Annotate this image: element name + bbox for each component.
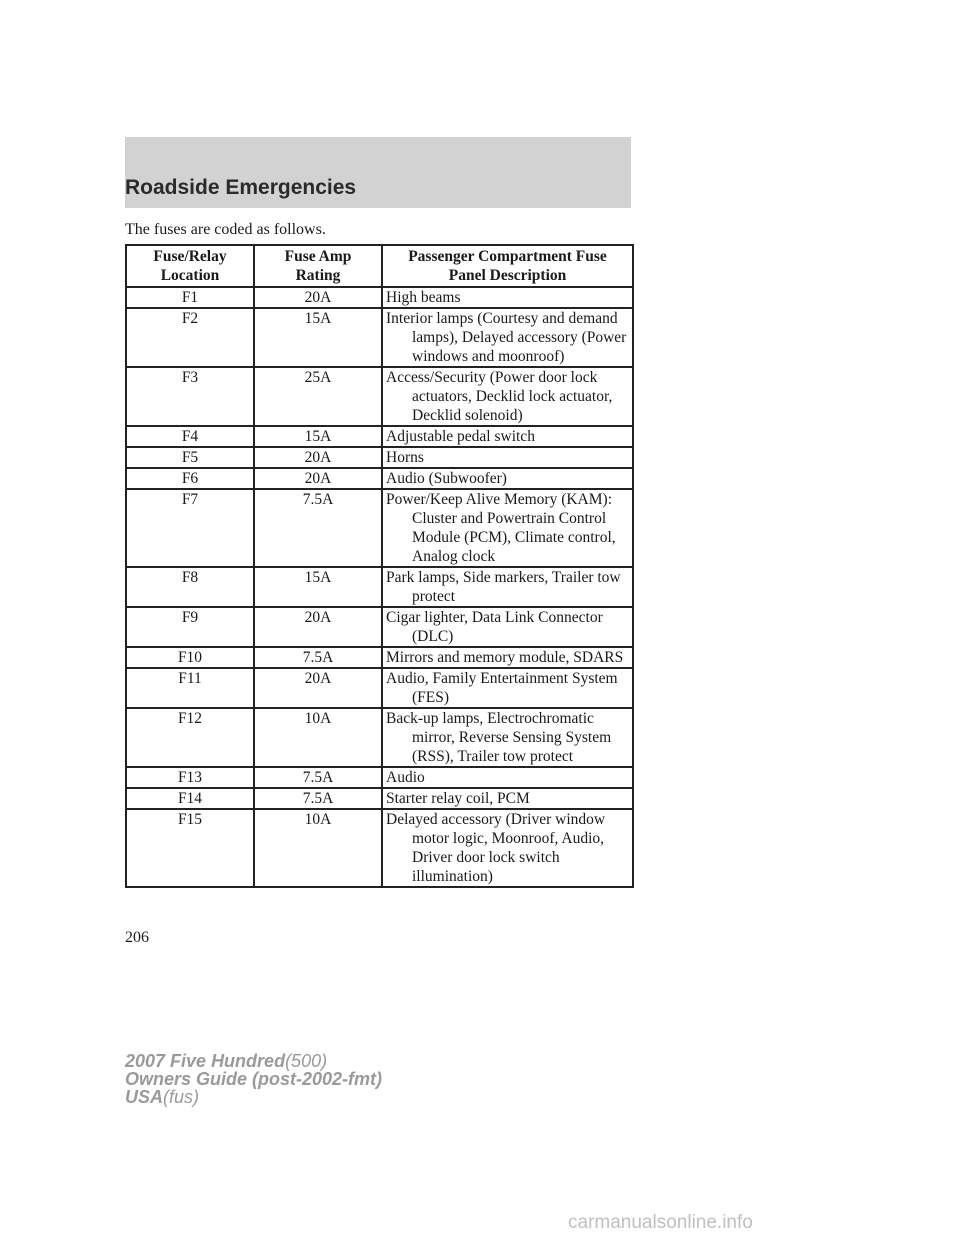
intro-text: The fuses are coded as follows. — [125, 221, 326, 238]
cell-location: F5 — [126, 447, 254, 468]
cell-description: Cigar lighter, Data Link Connector (DLC) — [382, 607, 633, 647]
table-header-row — [126, 245, 633, 287]
cell-rating: 15A — [254, 426, 382, 447]
table-row — [126, 708, 633, 767]
table-row — [126, 447, 633, 468]
cell-location: F8 — [126, 567, 254, 607]
cell-rating: 7.5A — [254, 647, 382, 668]
fuse-table-body — [126, 287, 633, 887]
cell-location: F10 — [126, 647, 254, 668]
cell-rating: 10A — [254, 809, 382, 887]
cell-description: Delayed accessory (Driver window motor logic, Moonroof, Audio, Driver door lock switch illumination) — [382, 809, 633, 887]
cell-location: F2 — [126, 308, 254, 367]
cell-location: F15 — [126, 809, 254, 887]
table-row — [126, 468, 633, 489]
cell-rating: 7.5A — [254, 788, 382, 809]
fuse-table — [125, 244, 634, 888]
cell-location: F7 — [126, 489, 254, 567]
cell-description: Park lamps, Side markers, Trailer tow protect — [382, 567, 633, 607]
cell-description: Audio (Subwoofer) — [382, 468, 633, 489]
cell-location: F6 — [126, 468, 254, 489]
cell-description: Power/Keep Alive Memory (KAM): Cluster and Powertrain Control Module (PCM), Climate control, Analog clock — [382, 489, 633, 567]
header-rating: Fuse Amp Rating — [254, 245, 382, 287]
table-row — [126, 489, 633, 567]
cell-location: F14 — [126, 788, 254, 809]
cell-rating: 15A — [254, 308, 382, 367]
cell-rating: 20A — [254, 287, 382, 308]
cell-rating: 7.5A — [254, 489, 382, 567]
table-row — [126, 426, 633, 447]
cell-rating: 20A — [254, 468, 382, 489]
cell-rating: 10A — [254, 708, 382, 767]
cell-rating: 20A — [254, 668, 382, 708]
cell-location: F3 — [126, 367, 254, 426]
footer-line-2: Owners Guide (post-2002-fmt) — [125, 1069, 383, 1089]
cell-location: F12 — [126, 708, 254, 767]
header-location: Fuse/Relay Location — [126, 245, 254, 287]
cell-description: Starter relay coil, PCM — [382, 788, 633, 809]
cell-description: Access/Security (Power door lock actuators, Decklid lock actuator, Decklid solenoid) — [382, 367, 633, 426]
cell-description: Adjustable pedal switch — [382, 426, 633, 447]
table-row — [126, 647, 633, 668]
cell-description: Back-up lamps, Electrochromatic mirror, Reverse Sensing System (RSS), Trailer tow protect — [382, 708, 633, 767]
cell-location: F13 — [126, 767, 254, 788]
cell-rating: 7.5A — [254, 767, 382, 788]
cell-location: F1 — [126, 287, 254, 308]
footer-line-1: 2007 Five Hundred(500) — [125, 1051, 328, 1071]
cell-rating: 20A — [254, 447, 382, 468]
watermark: carmanualsonline.info — [568, 1212, 753, 1233]
table-row — [126, 788, 633, 809]
table-row — [126, 367, 633, 426]
footer — [125, 1052, 382, 1106]
table-row — [126, 567, 633, 607]
cell-description: Interior lamps (Courtesy and demand lamps), Delayed accessory (Power windows and moonroof) — [382, 308, 633, 367]
cell-location: F11 — [126, 668, 254, 708]
page-number: 206 — [125, 929, 149, 946]
section-title: Roadside Emergencies — [125, 176, 357, 199]
footer-line-3: USA(fus) — [125, 1087, 200, 1107]
cell-rating: 15A — [254, 567, 382, 607]
cell-rating: 25A — [254, 367, 382, 426]
cell-description: Audio — [382, 767, 633, 788]
table-row — [126, 809, 633, 887]
cell-location: F9 — [126, 607, 254, 647]
table-row — [126, 308, 633, 367]
cell-description: Horns — [382, 447, 633, 468]
header-description: Passenger Compartment Fuse Panel Description — [382, 245, 633, 287]
table-row — [126, 287, 633, 308]
cell-rating: 20A — [254, 607, 382, 647]
cell-description: Mirrors and memory module, SDARS — [382, 647, 633, 668]
table-row — [126, 668, 633, 708]
cell-description: High beams — [382, 287, 633, 308]
table-row — [126, 607, 633, 647]
cell-description: Audio, Family Entertainment System (FES) — [382, 668, 633, 708]
cell-location: F4 — [126, 426, 254, 447]
table-row — [126, 767, 633, 788]
